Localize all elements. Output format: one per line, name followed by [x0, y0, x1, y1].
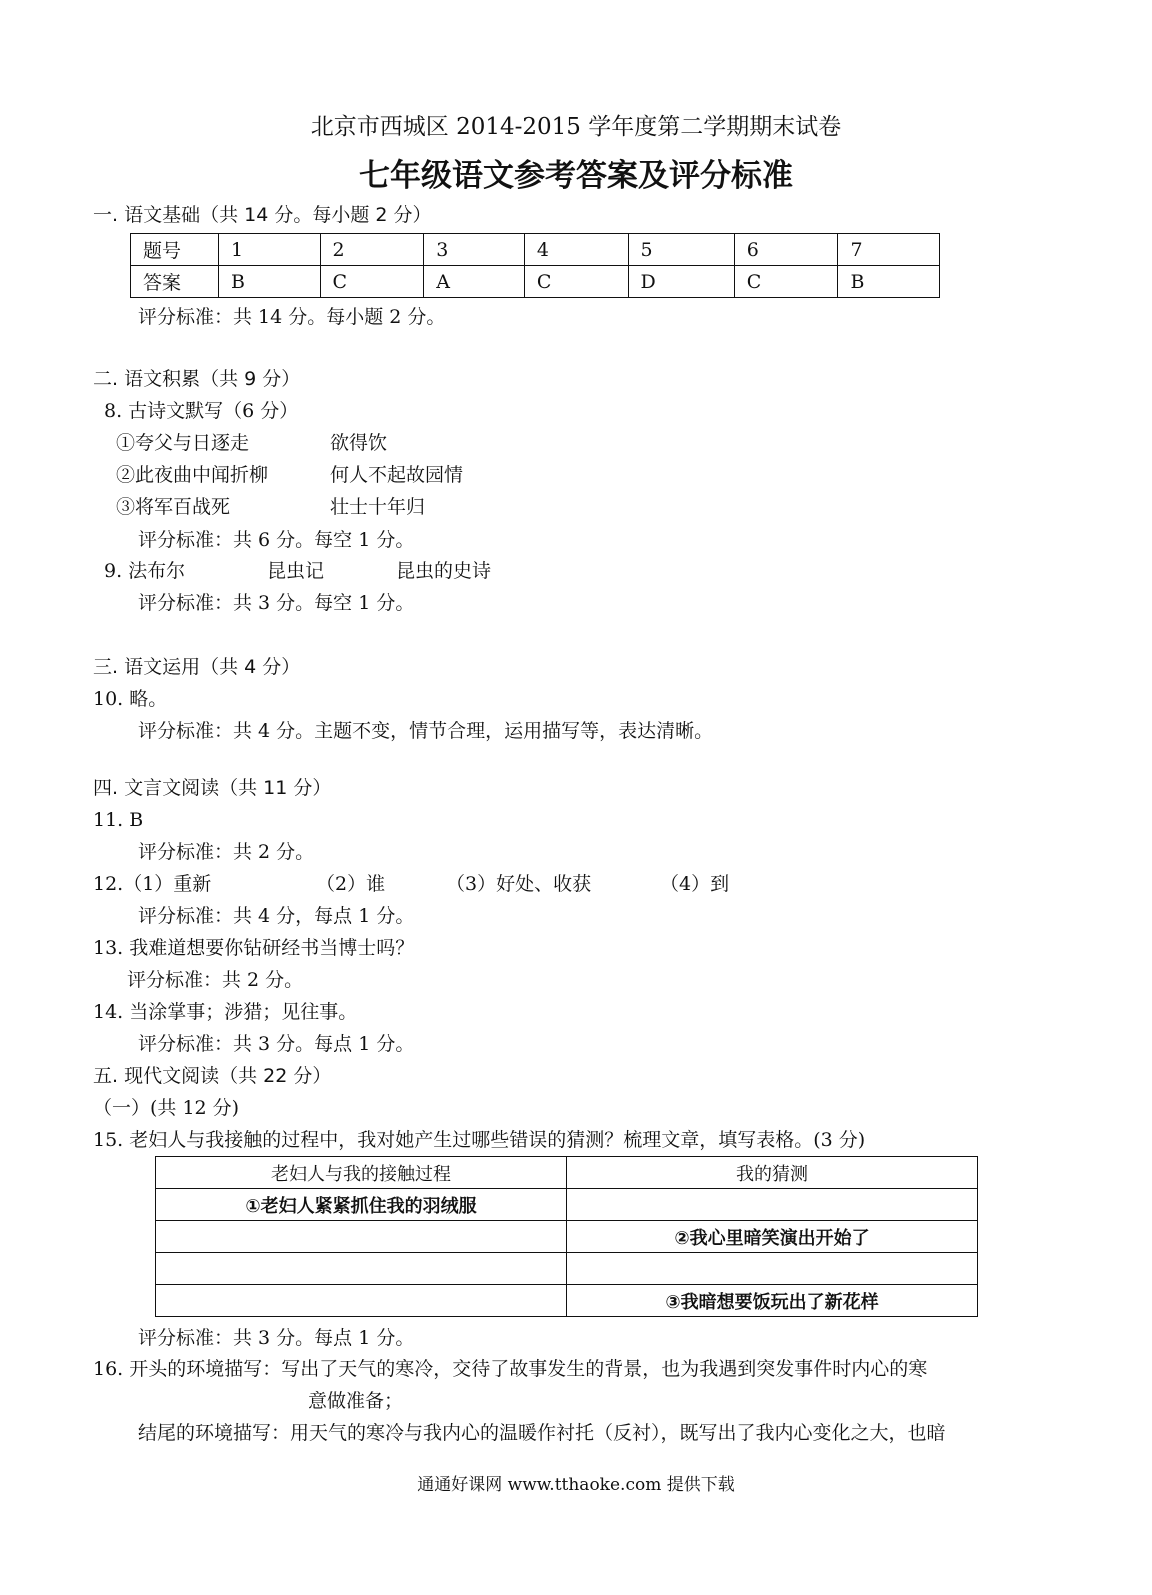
- section-1-heading: 一. 语文基础（共 14 分。每小题 2 分）: [93, 204, 432, 226]
- question-10: 10. 略。: [93, 688, 168, 710]
- section-3-heading: 三. 语文运用（共 4 分）: [93, 656, 301, 678]
- table-cell: 题号: [131, 234, 219, 266]
- table-cell: 4: [524, 234, 628, 266]
- table-cell: ①老妇人紧紧抓住我的羽绒服: [156, 1189, 567, 1221]
- table-row: [131, 234, 940, 266]
- section-4-heading: 四. 文言文阅读（共 11 分）: [93, 777, 332, 799]
- question-9: 9. 法布尔: [104, 560, 186, 582]
- table-row: [156, 1189, 978, 1221]
- table-row: [156, 1285, 978, 1317]
- part-heading: （一）(共 12 分): [93, 1097, 240, 1119]
- table-cell: 答案: [131, 266, 219, 298]
- table-cell: C: [524, 266, 628, 298]
- scoring-standard: 评分标准：共 3 分。每点 1 分。: [138, 1327, 415, 1349]
- table-cell: [156, 1285, 567, 1317]
- table-cell: A: [424, 266, 525, 298]
- table-cell: [567, 1253, 978, 1285]
- table-cell: B: [838, 266, 940, 298]
- scoring-standard: 评分标准：共 2 分。: [138, 841, 315, 863]
- table-cell: D: [628, 266, 734, 298]
- scoring-standard: 评分标准：共 2 分。: [127, 969, 304, 991]
- table-cell: [567, 1189, 978, 1221]
- answer-line: 昆虫的史诗: [396, 560, 492, 582]
- table-cell: ③我暗想要饭玩出了新花样: [567, 1285, 978, 1317]
- table-cell: [156, 1221, 567, 1253]
- table-cell: C: [734, 266, 838, 298]
- answer-line: ②此夜曲中闻折柳: [116, 464, 269, 486]
- scoring-standard: 评分标准：共 4 分。主题不变，情节合理，运用描写等，表达清晰。: [138, 720, 714, 742]
- table-cell: [156, 1253, 567, 1285]
- answer-line: 昆虫记: [267, 560, 325, 582]
- scoring-standard: 评分标准：共 3 分。每点 1 分。: [138, 1033, 415, 1055]
- table-row: [156, 1253, 978, 1285]
- answer-line: （3）好处、收获: [446, 873, 592, 895]
- guess-table: [155, 1156, 978, 1317]
- exam-title: 北京市西城区 2014-2015 学年度第二学期期末试卷: [310, 114, 842, 140]
- answer-line: ①夸父与日逐走: [116, 432, 250, 454]
- table-cell: 1: [219, 234, 321, 266]
- question-14: 14. 当涂掌事；涉猎；见往事。: [93, 1001, 358, 1023]
- table-cell: 2: [320, 234, 424, 266]
- table-cell: 3: [424, 234, 525, 266]
- section-2-heading: 二. 语文积累（共 9 分）: [93, 368, 301, 390]
- answer-key-title: 七年级语文参考答案及评分标准: [359, 158, 793, 194]
- scoring-standard: 评分标准：共 4 分，每点 1 分。: [138, 905, 415, 927]
- table-header-cell: 我的猜测: [567, 1157, 978, 1189]
- question-13: 13. 我难道想要你钻研经书当博士吗？: [93, 937, 415, 959]
- table-row: [156, 1157, 978, 1189]
- table-cell: ②我心里暗笑演出开始了: [567, 1221, 978, 1253]
- answer-line: 意做准备；: [308, 1390, 404, 1412]
- page-footer: 通通好课网 www.tthaoke.com 提供下载: [417, 1475, 735, 1495]
- table-cell: 7: [838, 234, 940, 266]
- answer-line: （2）谁: [316, 873, 386, 895]
- answer-line: 何人不起故园情: [330, 464, 464, 486]
- scoring-standard: 评分标准：共 3 分。每空 1 分。: [138, 592, 415, 614]
- answer-line: ③将军百战死: [116, 496, 231, 518]
- table-row: [131, 266, 940, 298]
- table-cell: C: [320, 266, 424, 298]
- table-header-cell: 老妇人与我的接触过程: [156, 1157, 567, 1189]
- answer-line: （4）到: [660, 873, 730, 895]
- answer-line: 壮士十年归: [330, 496, 426, 518]
- answer-table: [130, 233, 940, 298]
- table-row: [156, 1221, 978, 1253]
- scoring-standard: 评分标准：共 14 分。每小题 2 分。: [138, 306, 446, 328]
- section-5-heading: 五. 现代文阅读（共 22 分）: [93, 1065, 332, 1087]
- table-cell: B: [219, 266, 321, 298]
- table-cell: 5: [628, 234, 734, 266]
- question-12: 12.（1）重新: [93, 873, 212, 895]
- scoring-standard: 评分标准：共 6 分。每空 1 分。: [138, 529, 415, 551]
- question-16: 16. 开头的环境描写：写出了天气的寒冷，交待了故事发生的背景，也为我遇到突发事件时内心的寒: [93, 1358, 928, 1380]
- question-8: 8. 古诗文默写（6 分）: [104, 400, 299, 422]
- answer-line: 结尾的环境描写：用天气的寒冷与我内心的温暖作衬托（反衬），既写出了我内心变化之大，也暗: [138, 1422, 946, 1444]
- answer-line: 欲得饮: [330, 432, 388, 454]
- question-11: 11. B: [93, 809, 144, 831]
- table-cell: 6: [734, 234, 838, 266]
- question-15: 15. 老妇人与我接触的过程中，我对她产生过哪些错误的猜测？梳理文章，填写表格。(3 分): [93, 1129, 866, 1151]
